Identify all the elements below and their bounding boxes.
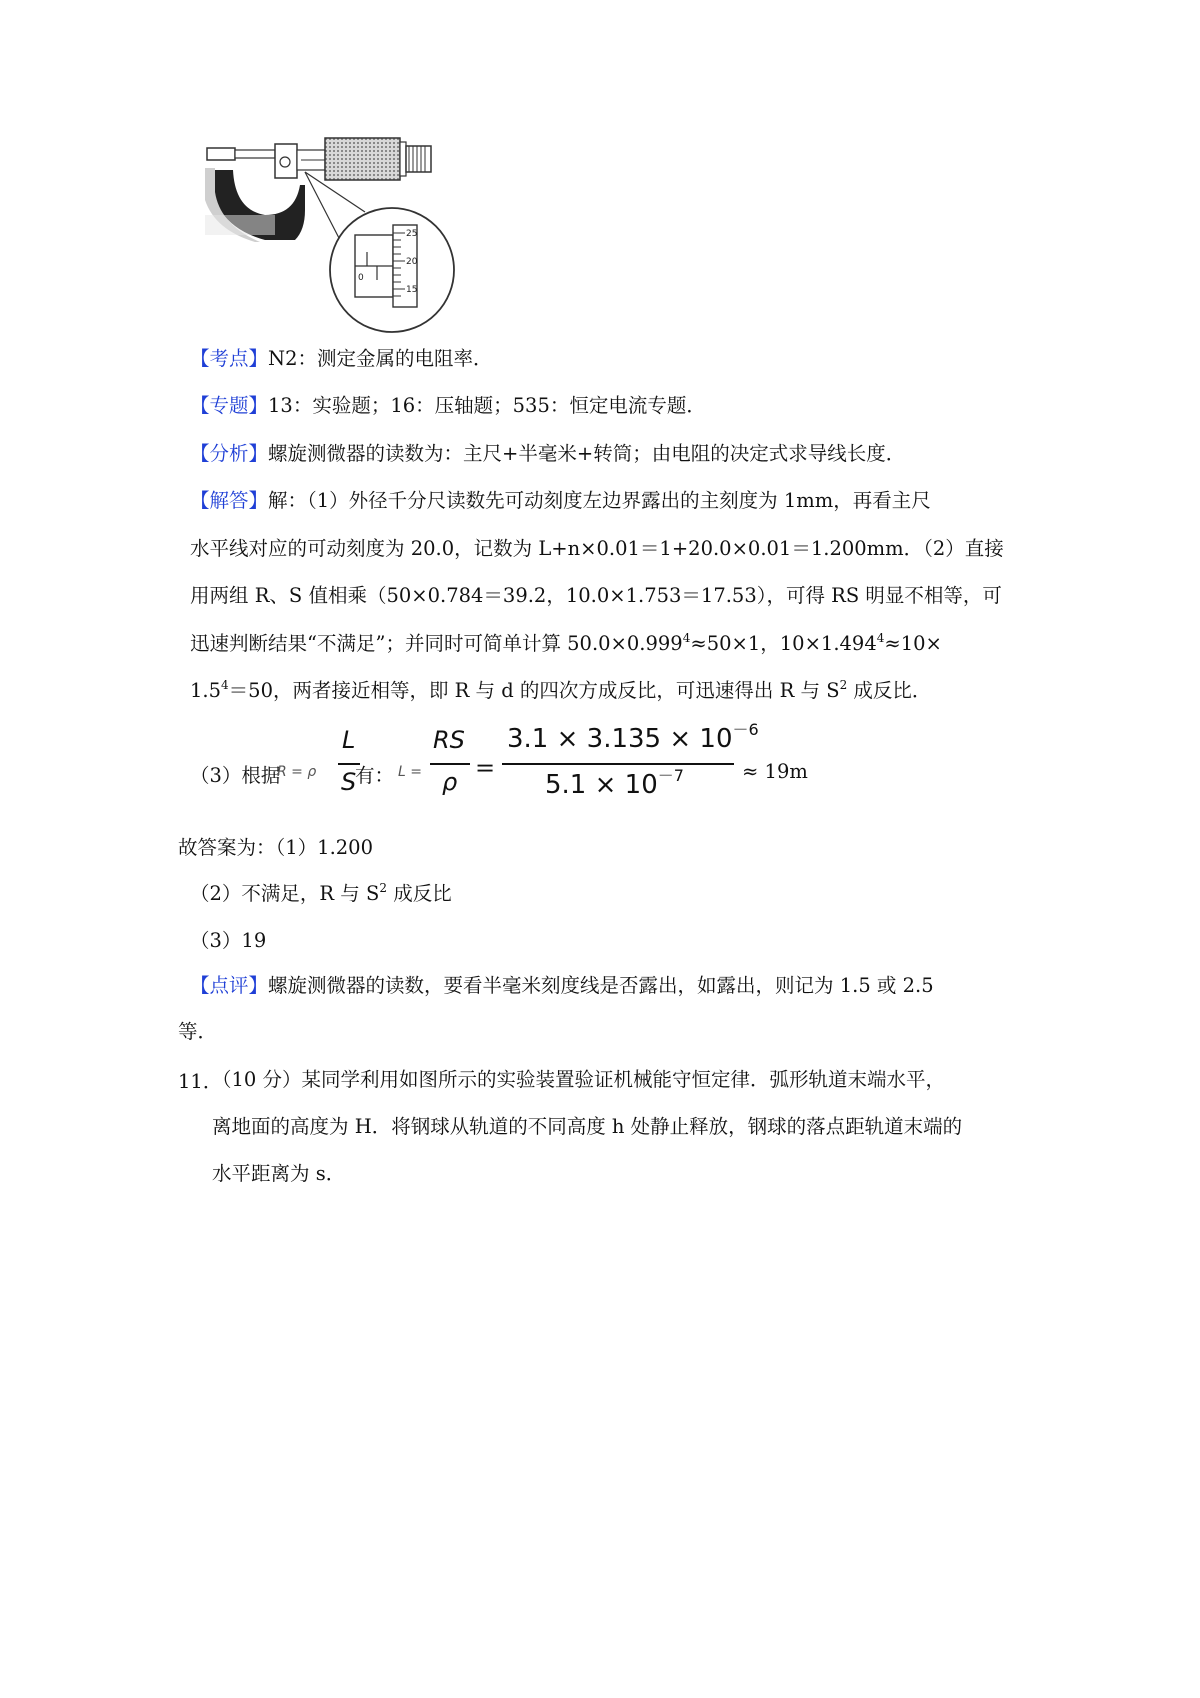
answer-2 — [190, 880, 452, 908]
answer-2a: （2）不满足，R 与 S — [190, 882, 380, 905]
jieda-4-sup2: 4 — [876, 631, 885, 645]
answer-2-sup: 2 — [379, 881, 387, 895]
jieda-line-5 — [190, 677, 931, 705]
formula-RS-num: RS — [433, 726, 465, 754]
jieda-line-1 — [190, 487, 931, 515]
fenxi-text: 螺旋测微器的读数为：主尺+半毫米+转筒；由电阻的决定式求导线长度． — [268, 442, 906, 465]
kaodian-tag: 【考点】 — [190, 347, 269, 370]
micrometer-figure — [205, 130, 495, 335]
jieda-4-sup1: 4 — [682, 631, 691, 645]
formula-big-num-text: 3.1 × 3.135 × 10 — [507, 724, 733, 754]
zhuanti-tag: 【专题】 — [190, 394, 269, 417]
jieda-text-1: 解：（1）外径千分尺读数先可动刻度左边界露出的主刻度为 1mm，再看主尺 — [268, 489, 931, 512]
formula-frac-bar-2 — [430, 763, 470, 765]
formula-big-den-text: 5.1 × 10 — [545, 770, 658, 800]
jieda-4b: ≈50×1，10×1.494 — [690, 632, 877, 655]
jieda-line-3: 用两组 R、S 值相乘（50×0.784＝39.2，10.0×1.753＝17.53），可得 RS 明显不相等，可 — [190, 584, 1002, 607]
jieda-5c: 成反比． — [847, 679, 932, 702]
jieda-4a: 迅速判断结果“不满足”；并同时可简单计算 50.0×0.999 — [190, 632, 683, 655]
question-11-number: 11． — [178, 1070, 223, 1093]
formula-result: ≈ 19m — [742, 760, 808, 783]
formula-big-num — [507, 720, 759, 754]
formula-rho-den: ρ — [442, 768, 458, 796]
formula-R-eq: R = ρ — [277, 764, 317, 780]
fenxi-tag: 【分析】 — [190, 442, 269, 465]
jieda-line-2: 水平线对应的可动刻度为 20.0，记数为 L+n×0.01＝1+20.0×0.01＝1.200mm．（2）直接 — [190, 537, 1004, 560]
formula-big-den-exp: －7 — [657, 766, 684, 785]
jieda-5a: 1.5 — [190, 679, 222, 702]
kaodian-text: N2：测定金属的电阻率． — [268, 347, 493, 370]
formula-big-num-exp: －6 — [732, 720, 759, 739]
answer-2b: 成反比 — [387, 882, 452, 905]
fenxi-line — [190, 440, 905, 468]
formula-L-eq: L = — [398, 764, 422, 780]
zhuanti-text: 13：实验题；16：压轴题；535：恒定电流专题． — [268, 394, 706, 417]
formula-prefix: （3）根据 — [190, 764, 281, 787]
scale-tick-20: 20 — [406, 257, 418, 267]
sleeve-zero-label: 0 — [358, 273, 364, 283]
question-11-line-1: （10 分）某同学利用如图所示的实验装置验证机械能守恒定律．弧形轨道末端水平， — [212, 1068, 946, 1091]
scale-tick-25: 25 — [406, 229, 418, 239]
formula-block — [190, 720, 950, 830]
dianping-line-2: 等． — [178, 1020, 218, 1043]
formula-L-num: L — [342, 726, 356, 754]
jieda-line-4 — [190, 630, 942, 658]
answer-intro: 故答案为：（1）1.200 — [178, 836, 373, 859]
question-11-line-3: 水平距离为 s． — [212, 1162, 346, 1185]
jieda-5b: ＝50，两者接近相等，即 R 与 d 的四次方成反比，可迅速得出 R 与 S — [228, 679, 840, 702]
scale-tick-15: 15 — [406, 285, 418, 295]
jieda-5-sup2: 2 — [839, 678, 848, 692]
jieda-5-sup1: 4 — [221, 678, 229, 692]
zhuanti-line — [190, 392, 706, 420]
formula-big-den — [545, 766, 684, 800]
jieda-tag: 【解答】 — [190, 489, 269, 512]
dianping-tag: 【点评】 — [190, 974, 269, 997]
formula-frac-bar-3 — [502, 763, 734, 765]
dianping-line-1 — [190, 972, 934, 1000]
formula-S-den: S — [341, 768, 357, 796]
formula-equals: = — [475, 754, 496, 782]
formula-you: 有： — [355, 764, 395, 787]
answer-3: （3）19 — [190, 929, 267, 952]
kaodian-line — [190, 345, 493, 373]
jieda-4c: ≈10× — [884, 632, 942, 655]
question-11-line-2: 离地面的高度为 H．将钢球从轨道的不同高度 h 处静止释放，钢球的落点距轨道末端的 — [212, 1115, 963, 1138]
dianping-text-1: 螺旋测微器的读数，要看半毫米刻度线是否露出，如露出，则记为 1.5 或 2.5 — [268, 974, 934, 997]
